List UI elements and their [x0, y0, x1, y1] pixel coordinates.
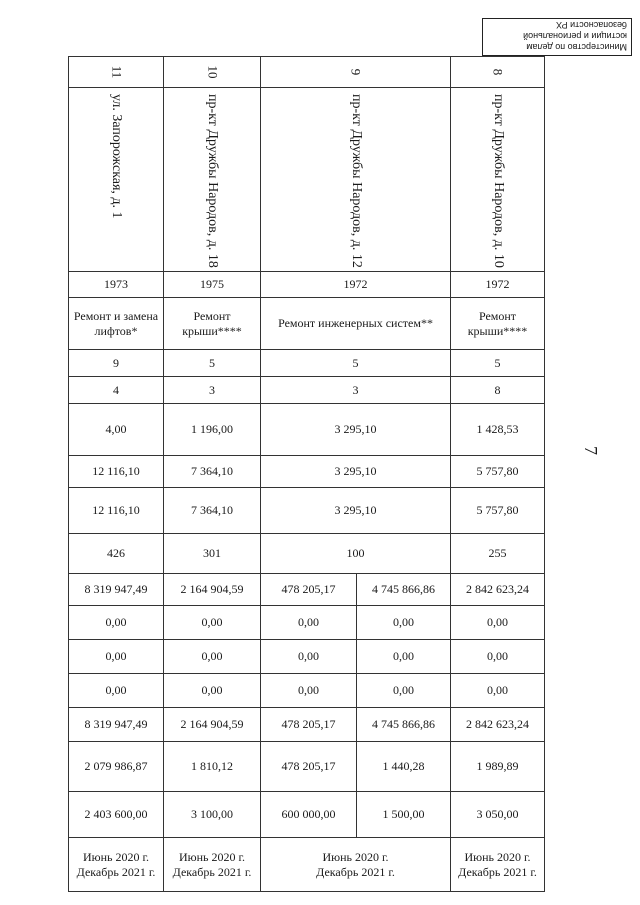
floors-cell: 9 [69, 350, 164, 377]
year-cell: 1972 [451, 272, 545, 298]
year-cell: 1975 [164, 272, 261, 298]
entrances-cell: 3 [164, 377, 261, 404]
unit-limit-cell: 3 050,00 [451, 792, 545, 838]
unit-cost-cell: 1 440,28 [357, 742, 451, 792]
date-cell: Июнь 2020 г. Декабрь 2021 г. [451, 838, 545, 892]
area-cell: 3 295,10 [261, 404, 451, 456]
cost-cell: 2 164 904,59 [164, 708, 261, 742]
area-cell: 3 295,10 [261, 456, 451, 488]
cost-cell: 0,00 [69, 674, 164, 708]
date-cell: Июнь 2020 г. Декабрь 2021 г. [164, 838, 261, 892]
unit-cost-cell: 1 810,12 [164, 742, 261, 792]
stamp-line: юстиции и региональной [523, 31, 627, 41]
cost-cell: 478 205,17 [261, 708, 357, 742]
cost-cell: 0,00 [357, 606, 451, 640]
cost-cell: 0,00 [164, 640, 261, 674]
stamp-line: безопасности РХ [556, 20, 627, 30]
address-cell: пр-кт Дружбы Народов, д. 12 [261, 88, 451, 272]
cost-cell: 8 319 947,49 [69, 574, 164, 606]
table-row [69, 272, 545, 298]
table-row [69, 57, 545, 88]
residents-cell: 255 [451, 534, 545, 574]
table-row [69, 298, 545, 350]
column-number: 8 [451, 57, 545, 88]
cost-cell: 2 164 904,59 [164, 574, 261, 606]
address-cell: пр-кт Дружбы Народов, д. 18 [164, 88, 261, 272]
cost-cell: 2 842 623,24 [451, 708, 545, 742]
date-cell: Июнь 2020 г. Декабрь 2021 г. [261, 838, 451, 892]
table-row [69, 377, 545, 404]
cost-cell: 0,00 [261, 640, 357, 674]
stamp-line: Министерство по делам [526, 42, 627, 52]
cost-cell: 2 842 623,24 [451, 574, 545, 606]
entrances-cell: 4 [69, 377, 164, 404]
area-cell: 7 364,10 [164, 456, 261, 488]
cost-cell: 0,00 [357, 674, 451, 708]
unit-limit-cell: 3 100,00 [164, 792, 261, 838]
cost-cell: 8 319 947,49 [69, 708, 164, 742]
floors-cell: 5 [451, 350, 545, 377]
area-cell: 5 757,80 [451, 488, 545, 534]
area-cell: 1 428,53 [451, 404, 545, 456]
cost-cell: 0,00 [451, 674, 545, 708]
table-row [69, 606, 545, 640]
cost-cell: 0,00 [69, 606, 164, 640]
date-cell: Июнь 2020 г. Декабрь 2021 г. [69, 838, 164, 892]
table-row [69, 838, 545, 892]
table-row [69, 456, 545, 488]
residents-cell: 301 [164, 534, 261, 574]
unit-cost-cell: 478 205,17 [261, 742, 357, 792]
table-row [69, 640, 545, 674]
cost-cell: 0,00 [69, 640, 164, 674]
area-cell: 12 116,10 [69, 488, 164, 534]
floors-cell: 5 [164, 350, 261, 377]
unit-limit-cell: 600 000,00 [261, 792, 357, 838]
unit-limit-cell: 2 403 600,00 [69, 792, 164, 838]
cost-cell: 0,00 [261, 674, 357, 708]
work-type-cell: Ремонт крыши**** [451, 298, 545, 350]
column-number: 11 [69, 57, 164, 88]
entrances-cell: 3 [261, 377, 451, 404]
floors-cell: 5 [261, 350, 451, 377]
area-cell: 7 364,10 [164, 488, 261, 534]
cost-cell: 0,00 [261, 606, 357, 640]
registration-stamp [482, 18, 632, 56]
column-number: 9 [261, 57, 451, 88]
year-cell: 1972 [261, 272, 451, 298]
table-row [69, 674, 545, 708]
table-row [69, 350, 545, 377]
table-row [69, 574, 545, 606]
area-cell: 5 757,80 [451, 456, 545, 488]
unit-cost-cell: 2 079 986,87 [69, 742, 164, 792]
cost-cell: 478 205,17 [261, 574, 357, 606]
unit-limit-cell: 1 500,00 [357, 792, 451, 838]
entrances-cell: 8 [451, 377, 545, 404]
year-cell: 1973 [69, 272, 164, 298]
cost-cell: 0,00 [357, 640, 451, 674]
cost-cell: 4 745 866,86 [357, 574, 451, 606]
area-cell: 4,00 [69, 404, 164, 456]
work-type-cell: Ремонт инженерных систем** [261, 298, 451, 350]
work-type-cell: Ремонт и замена лифтов* [69, 298, 164, 350]
repair-schedule-table [68, 56, 545, 892]
table-row [69, 742, 545, 792]
column-number: 10 [164, 57, 261, 88]
table-row [69, 88, 545, 272]
area-cell: 1 196,00 [164, 404, 261, 456]
work-type-cell: Ремонт крыши**** [164, 298, 261, 350]
table-row [69, 534, 545, 574]
table-row [69, 404, 545, 456]
residents-cell: 100 [261, 534, 451, 574]
address-cell: пр-кт Дружбы Народов, д. 10 [451, 88, 545, 272]
cost-cell: 0,00 [164, 674, 261, 708]
cost-cell: 0,00 [451, 606, 545, 640]
cost-cell: 0,00 [451, 640, 545, 674]
page-number: 7 [581, 446, 601, 455]
area-cell: 12 116,10 [69, 456, 164, 488]
table-row [69, 792, 545, 838]
cost-cell: 0,00 [164, 606, 261, 640]
address-cell: ул. Запорожская, д. 1 [69, 88, 164, 272]
cost-cell: 4 745 866,86 [357, 708, 451, 742]
table-row [69, 488, 545, 534]
table-row [69, 708, 545, 742]
area-cell: 3 295,10 [261, 488, 451, 534]
residents-cell: 426 [69, 534, 164, 574]
unit-cost-cell: 1 989,89 [451, 742, 545, 792]
